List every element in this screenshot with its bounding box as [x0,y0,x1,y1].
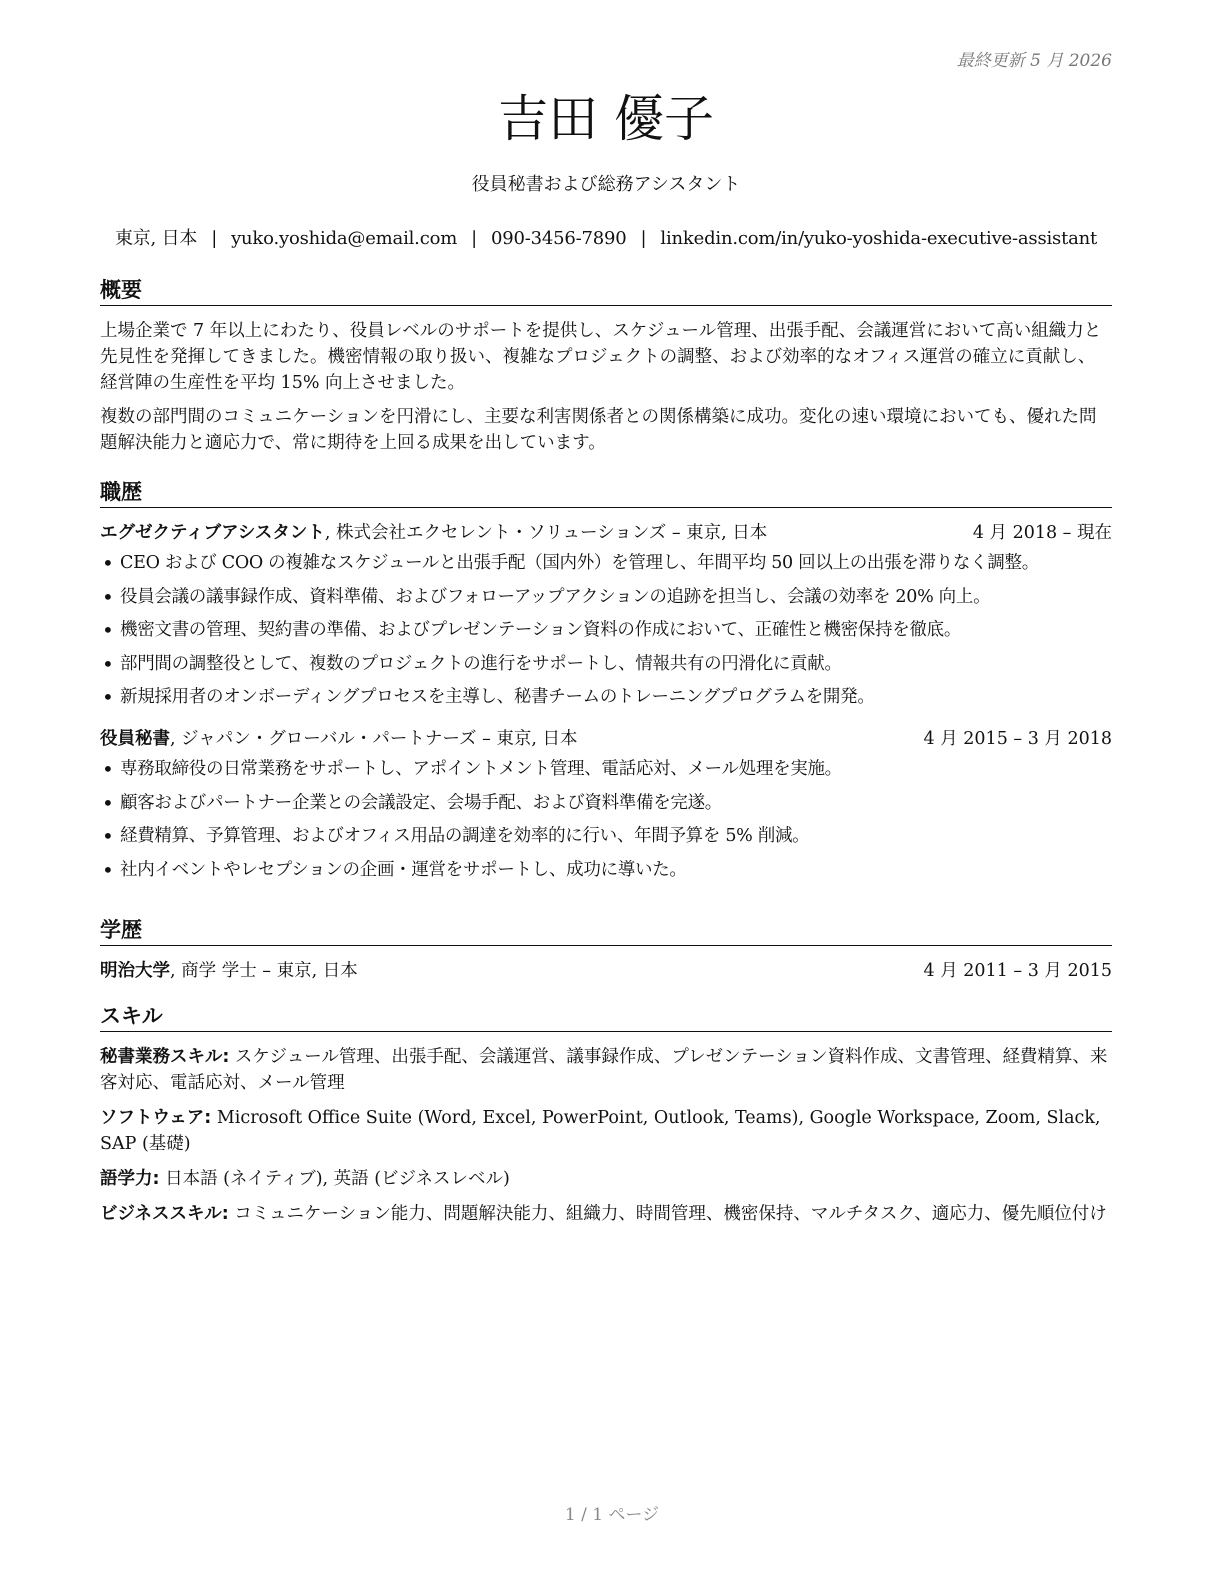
list-item: • 新規採用者のオンボーディングプロセスを主導し、秘書チームのトレーニングプログラムを開発。 [100,684,1112,710]
candidate-name: 吉田 優子 [498,90,714,148]
summary-heading: 概要 [100,276,1112,306]
last-updated-date: 最終更新 5 月 2026 [956,51,1112,71]
page-indicator: 1 / 1 ページ [564,1505,660,1525]
contact-location: 東京, 日本 [114,228,198,249]
job-role [100,520,767,546]
skill-line [100,1201,1112,1227]
list-item: • CEO および COO の複雑なスケジュールと出張手配（国内外）を管理し、年間平均 50 回以上の出張を滞りなく調整。 [100,550,1112,576]
skill-line [100,1166,1112,1192]
job-header [100,726,1112,752]
education-section [100,916,1112,984]
job-bullets [100,550,1112,710]
list-item: • 役員会議の議事録作成、資料準備、およびフォローアップアクションの追跡を担当し、会議の効率を 20% 向上。 [100,584,1112,610]
contact-phone[interactable]: 090-3456-7890 [490,228,627,249]
degree: , 商学 学士 – 東京, 日本 [170,961,358,981]
contact-email[interactable]: yuko.yoshida@email.com [231,228,458,249]
education-entry [100,958,1112,984]
skill-label: ビジネススキル: [100,1204,229,1224]
contact-separator: | [640,228,647,249]
skill-line [100,1044,1112,1096]
contact-separator: | [211,228,218,249]
job-header [100,520,1112,546]
list-item: • 社内イベントやレセプションの企画・運営をサポートし、成功に導いた。 [100,857,1112,883]
job-organization: , 株式会社エクセレント・ソリューションズ – 東京, 日本 [324,523,768,543]
skill-line [100,1105,1112,1157]
experience-section [100,478,1112,890]
job-role [100,726,578,752]
job-entry [100,726,1112,883]
list-item: • 機密文書の管理、契約書の準備、およびプレゼンテーション資料の作成において、正確性と機密保持を徹底。 [100,617,1112,643]
education-heading: 学歴 [100,916,1112,946]
summary-paragraph: 上場企業で 7 年以上にわたり、役員レベルのサポートを提供し、スケジュール管理、出張手配、会議運営において高い組織力と先見性を発揮してきました。機密情報の取り扱い、複雑なプロジェクトの調整、および効率的なオフィス運営の確立に貢献し、経営陣の生産性を平均 15% 向上させました。 [100,321,1102,393]
school-name: 明治大学 [100,961,170,981]
list-item: • 専務取締役の日常業務をサポートし、アポイントメント管理、電話応対、メール処理を実施。 [100,756,1112,782]
contact-line [100,224,1112,250]
summary-paragraph: 複数の部門間のコミュニケーションを円滑にし、主要な利害関係者との関係構築に成功。変化の速い環境においても、優れた問題解決能力と適応力で、常に期待を上回る成果を出しています。 [100,407,1097,453]
job-entry [100,520,1112,710]
summary-section [100,276,1112,464]
list-item: • 経費精算、予算管理、およびオフィス用品の調達を効率的に行い、年間予算を 5% 削減。 [100,823,1112,849]
skill-value: Microsoft Office Suite (Word, Excel, PowerPoint, Outlook, Teams), Google Workspace, Zoom, Slack, SAP (基礎) [100,1108,1101,1154]
job-organization: , ジャパン・グローバル・パートナーズ – 東京, 日本 [170,729,578,749]
resume-page [100,0,1112,1584]
skill-value: スケジュール管理、出張手配、会議運営、議事録作成、プレゼンテーション資料作成、文書管理、経費精算、来客対応、電話応対、メール管理 [100,1047,1108,1093]
education-school-degree [100,958,358,984]
job-title-text: エグゼクティブアシスタント [100,523,325,543]
contact-linkedin[interactable]: linkedin.com/in/yuko-yoshida-executive-assistant [660,228,1098,249]
skill-value: 日本語 (ネイティブ), 英語 (ビジネスレベル) [159,1169,510,1189]
contact-separator: | [471,228,477,249]
job-title-text: 役員秘書 [100,729,170,749]
list-item: • 部門間の調整役として、複数のプロジェクトの進行をサポートし、情報共有の円滑化に貢献。 [100,651,1112,677]
job-title: 役員秘書および総務アシスタント [471,174,741,195]
skill-label: 秘書業務スキル: [100,1047,230,1067]
job-dates: 4 月 2015 – 3 月 2018 [923,729,1112,749]
skill-value: コミュニケーション能力、問題解決能力、組織力、時間管理、機密保持、マルチタスク、適応力、優先順位付け [228,1204,1107,1224]
list-item: • 顧客およびパートナー企業との会議設定、会場手配、および資料準備を完遂。 [100,790,1112,816]
job-dates: 4 月 2018 – 現在 [972,523,1112,543]
education-dates: 4 月 2011 – 3 月 2015 [923,961,1112,981]
job-bullets [100,756,1112,883]
experience-heading: 職歴 [100,478,1112,508]
skills-heading: スキル [100,1002,1112,1032]
skills-section [100,1002,1112,1236]
skill-label: 語学力: [100,1169,160,1189]
skill-label: ソフトウェア: [100,1108,212,1128]
